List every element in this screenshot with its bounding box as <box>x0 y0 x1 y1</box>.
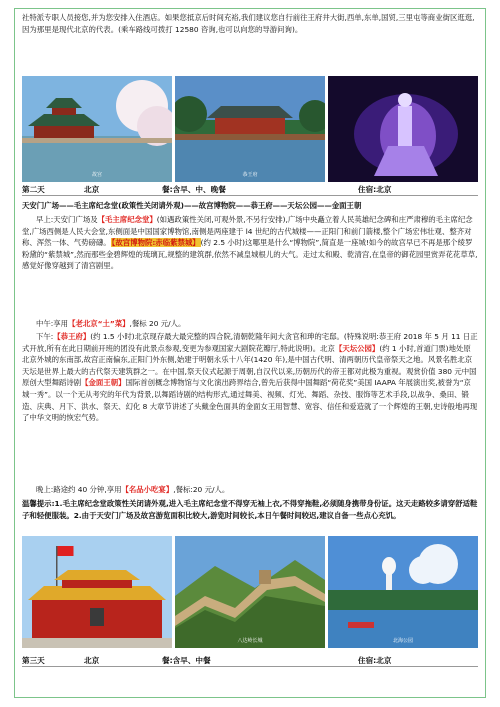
day-city: 北京 <box>84 185 100 194</box>
photo-row-bottom <box>22 536 478 648</box>
travel-tips: 温馨提示:1.毛主席纪念堂政策性关闭请外观,进入毛主席纪念堂不得穿无袖上衣,不得穿拖鞋,必须随身携带身份证。这天走路较多请穿舒适鞋子和轻便服装。2.由于天安门广场及故宫游览面积比较大,游览时间较长,本日午餐时间较迟,建议自备一些点心充饥。 <box>22 499 478 520</box>
route-line: 天安门广场——毛主席纪念堂(政策性关闭请外观)——故宫博物院——恭王府——天坛公园——金面王朝 <box>22 201 362 210</box>
highlight-temple-of-heaven: 【天坛公园】 <box>334 343 380 353</box>
highlight-mao-mausoleum: 【毛主席纪念堂】 <box>97 215 157 224</box>
day-header-3 <box>22 654 478 667</box>
photo-caption: 故宫 <box>91 172 102 178</box>
day-meals: 餐:含早、中餐 <box>162 656 211 665</box>
highlight-palace-museum: 【故宫博物院:赤临紫禁城】 <box>111 238 200 248</box>
photo-forbidden-city <box>22 76 172 182</box>
day-city: 北京 <box>84 656 100 665</box>
day-header-2 <box>22 183 478 196</box>
day-meals: 餐:含早、中、晚餐 <box>162 185 226 194</box>
day-accommodation: 住宿:北京 <box>358 656 392 665</box>
day-label: 第三天 <box>22 656 45 665</box>
photo-caption: 恭王府 <box>242 172 258 178</box>
highlight-prince-gong: 【恭王府】 <box>53 332 91 341</box>
photo-caption: 北海公园 <box>392 638 413 644</box>
photo-prince-gong-mansion <box>175 76 325 182</box>
photo-caption: 八达岭长城 <box>237 638 263 644</box>
photo-tiananmen <box>22 536 172 648</box>
photo-great-wall <box>175 536 325 648</box>
afternoon-paragraph: 下午:【恭王府】(约 1.5 小时)北京现存最大最完整的四合院,清朝乾隆年间大贪官和珅的宅邸。(特殊说明:恭王府 2018 年 5 月 11 日正式开放,所有在此日期前开班的团没有此景点参观,变更为参观国家大剧院花瓣厅,特此说明)。北京【天坛公园】(约 1 小时,首道门票)地处原北京外城的东南部,故宫正南偏东,正阳门外东侧,始建于明朝永乐十八年(1420 年),是中国古代明、清两朝历代皇帝祭天之地。风景名胜北京天坛是世界上最大的古代祭天建筑群之一。在中国,祭天仪式起源于周朝,自汉代以来,历朝历代的帝王都对此极为重视。观赏价值 380 元中国原创大型舞蹈诗剧【金面王朝】国际首创概念博物馆与文化演出跨界结合,曾先后获得中国舞蹈“荷花奖”美国 IAAPA 年展演出奖,被誉为“京城一秀”。以一个无从考究的年代为背景,以舞蹈诗剧的结构形式,通过舞美、视频、灯光、舞蹈、杂技、服饰等艺术手段,以战争、桑田、锻造、庆典、月下、洪水、祭天、幻化 8 大章节讲述了头戴金色面具的金面女王用智慧、宽容、信任和爱造就了一个辉煌的王朝,史诗般地再现了中华文明的恢宏气势。 <box>22 332 478 423</box>
intro-paragraph: 社特派专职人员接您,并为您安排入住酒店。如果您抵京后时间充裕,我们建议您自行前往王府井大街,西单,东单,国贸,三里屯等商业街区逛逛,因为那里是现代北京的代表。(乘车路线可拨打 12580 咨询,也可以向您的导游问询)。 <box>22 13 475 34</box>
photo-beihai-park <box>328 536 478 648</box>
day-accommodation: 住宿:北京 <box>358 185 392 194</box>
morning-paragraph: 早上:天安门广场及【毛主席纪念堂】(如遇政策性关闭,可观外景,不另行安排),广场中央矗立着人民英雄纪念碑和庄严肃穆的毛主席纪念堂,广场西侧是人民大会堂,东侧面是中国国家博物馆,南侧是两座建于 l4 世纪的古代城楼——正阳门和前门箭楼,整个广场宏伟壮观、整齐对称、浑然一体、气势磅礴。【故宫博物院:赤临紫禁城】(约 2.5 小时)这哪里是什么“博物院”,简直是一座城!如今的故宫早已不再是那个绫罗粉黛的“紫禁城”,然而那些金碧辉煌的琉璃瓦,规整的建筑群,依然不减皇城根儿的大气。走过太和殿、乾清宫,在皇帝的御花园里赏弄花花草草,感觉好像穿越到了清宫剧里。 <box>22 215 478 271</box>
highlight-snack-banquet: 【名品小吃宴】 <box>121 485 174 494</box>
evening-paragraph: 晚上:路途约 40 分钟,享用【名品小吃宴】,餐标:20 元/人。 <box>36 485 230 494</box>
lunch-paragraph: 中午:享用【老北京“土”菜】,餐标 20 元/人。 <box>36 319 186 328</box>
photo-golden-mask-show <box>328 76 478 182</box>
highlight-lunch: 【老北京“土”菜】 <box>68 319 130 328</box>
day-label: 第二天 <box>22 185 45 194</box>
photo-row-top <box>22 76 478 182</box>
highlight-golden-mask: 【金面王朝】 <box>81 378 126 388</box>
